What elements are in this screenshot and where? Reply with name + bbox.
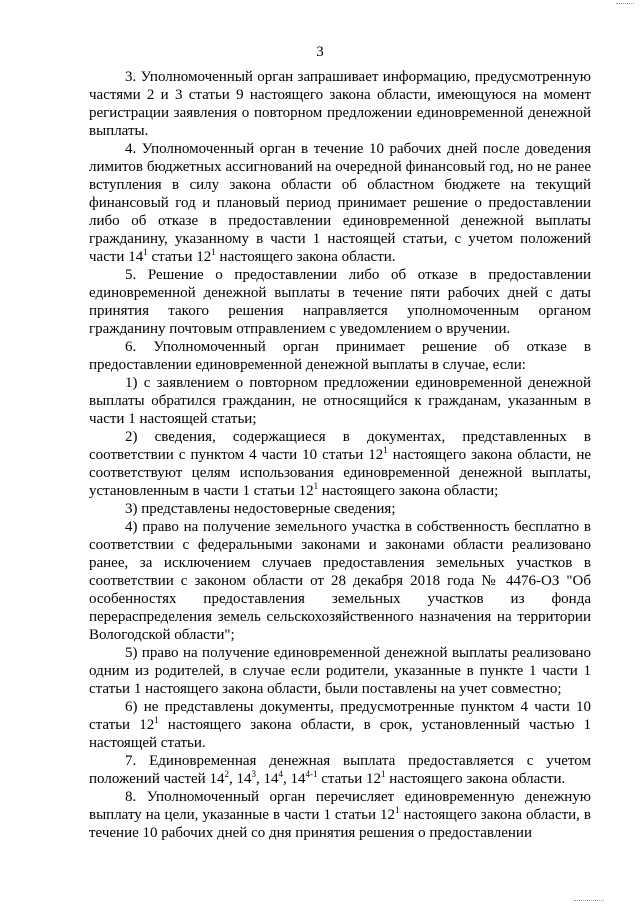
paragraph-text: 4) право на получение земельного участка в собственность бесплатно в соответствии с федеральными законами и законами области реализовано ранее, за исключением случаев предоставления земельных участков в соответствии с законом области от 28 декабря 2018 года № 4476-ОЗ "Об особенностях предоставления земельных участков из фонда перераспределения земель сельскохозяйственного назначения на территории Вологодской области";: [89, 519, 591, 643]
paragraph-text: , 14: [228, 771, 252, 787]
superscript-index: 1: [154, 715, 159, 725]
paragraph: [89, 140, 591, 266]
paragraph-text: статьи 12: [317, 771, 382, 787]
paragraph: [89, 752, 591, 788]
superscript-index: 1: [383, 445, 388, 455]
paragraph: [89, 698, 591, 752]
paragraph-text: настоящего закона области;: [318, 483, 499, 499]
paragraph-text: 7. Единовременная денежная выплата предоставляется с учетом положений частей 14: [89, 753, 591, 787]
paragraph-text: настоящего закона области.: [215, 249, 396, 265]
document-body: [89, 68, 591, 842]
scan-edge-mark: [574, 897, 604, 901]
paragraph: [89, 68, 591, 140]
paragraph-text: 5) право на получение единовременной денежной выплаты реализовано одним из родителей, в случае если родители, указанные в пункте 1 части 1 статьи 1 настоящего закона области, были поставлены на учет совместно;: [89, 645, 591, 697]
paragraph-text: 1) с заявлением о повторном предложении единовременной денежной выплаты обратился гражданин, не относящийся к гражданам, указанным в части 1 настоящей статьи;: [89, 375, 591, 427]
paragraph-text: 4. Уполномоченный орган в течение 10 рабочих дней после доведения лимитов бюджетных ассигнований на очередной финансовый год, но не ранее вступления в силу закона области об областном бюджете на текущий финансовый год и плановый период принимает решение о предоставлении либо об отказе в предоставлении единовременной денежной выплаты гражданину, указанному в части 1 настоящей статьи, с учетом положений части 14: [89, 141, 591, 265]
paragraph: [89, 428, 591, 500]
paragraph-text: 3) представлены недостоверные сведения;: [125, 501, 396, 517]
paragraph: [89, 266, 591, 338]
paragraph: [89, 518, 591, 644]
paragraph-text: настоящего закона области, в срок, установленный частью 1 настоящей статьи.: [89, 717, 592, 751]
paragraph-text: настоящего закона области.: [385, 771, 566, 787]
page-number: 3: [316, 44, 324, 60]
paragraph: [89, 788, 591, 842]
paragraph-text: настоящего закона области, в течение 10 рабочих дней со дня принятия решения о предоставлении: [89, 807, 591, 841]
paragraph-text: 3. Уполномоченный орган запрашивает информацию, предусмотренную частями 2 и 3 статьи 9 настоящего закона области, имеющуюся на момент регистрации заявления о повторном предложении единовременной денежной выплаты.: [89, 69, 591, 139]
paragraph: [89, 338, 591, 374]
superscript-index: 4: [278, 769, 283, 779]
paragraph-text: , 14: [255, 771, 279, 787]
paragraph-text: 8. Уполномоченный орган перечисляет единовременную денежную выплату на цели, указанные в части 1 статьи 12: [89, 789, 591, 823]
paragraph: [89, 644, 591, 698]
superscript-index: 1: [313, 481, 319, 491]
paragraph-text: 6. Уполномоченный орган принимает решение об отказе в предоставлении единовременной денежной выплаты в случае, если:: [89, 339, 591, 373]
scan-edge-mark: [616, 0, 634, 4]
paragraph-text: 6) не представлены документы, предусмотренные пунктом 4 части 10 статьи 12: [89, 699, 591, 733]
paragraph-text: 2) сведения, содержащиеся в документах, представленных в соответствии с пунктом 4 части 10 статьи 12: [89, 429, 591, 463]
paragraph: [89, 500, 591, 518]
superscript-index: 1: [143, 247, 148, 257]
paragraph-text: настоящего закона области, не соответствуют целям использования единовременной денежной выплаты, установленным в части 1 статьи 12: [89, 447, 591, 499]
paragraph: [89, 374, 591, 428]
superscript-index: 4-1: [305, 769, 318, 779]
paragraph-text: статьи 12: [147, 249, 212, 265]
paragraph-text: , 14: [282, 771, 306, 787]
paragraph-text: 5. Решение о предоставлении либо об отказе в предоставлении единовременной денежной выплаты в течение пяти рабочих дней с даты принятия такого решения направляется уполномоченным органом гражданину почтовым отправлением с уведомлением о вручении.: [89, 267, 591, 337]
superscript-index: 3: [251, 769, 256, 779]
superscript-index: 2: [224, 769, 229, 779]
superscript-index: 1: [395, 805, 400, 815]
superscript-index: 1: [211, 247, 216, 257]
superscript-index: 1: [381, 769, 386, 779]
